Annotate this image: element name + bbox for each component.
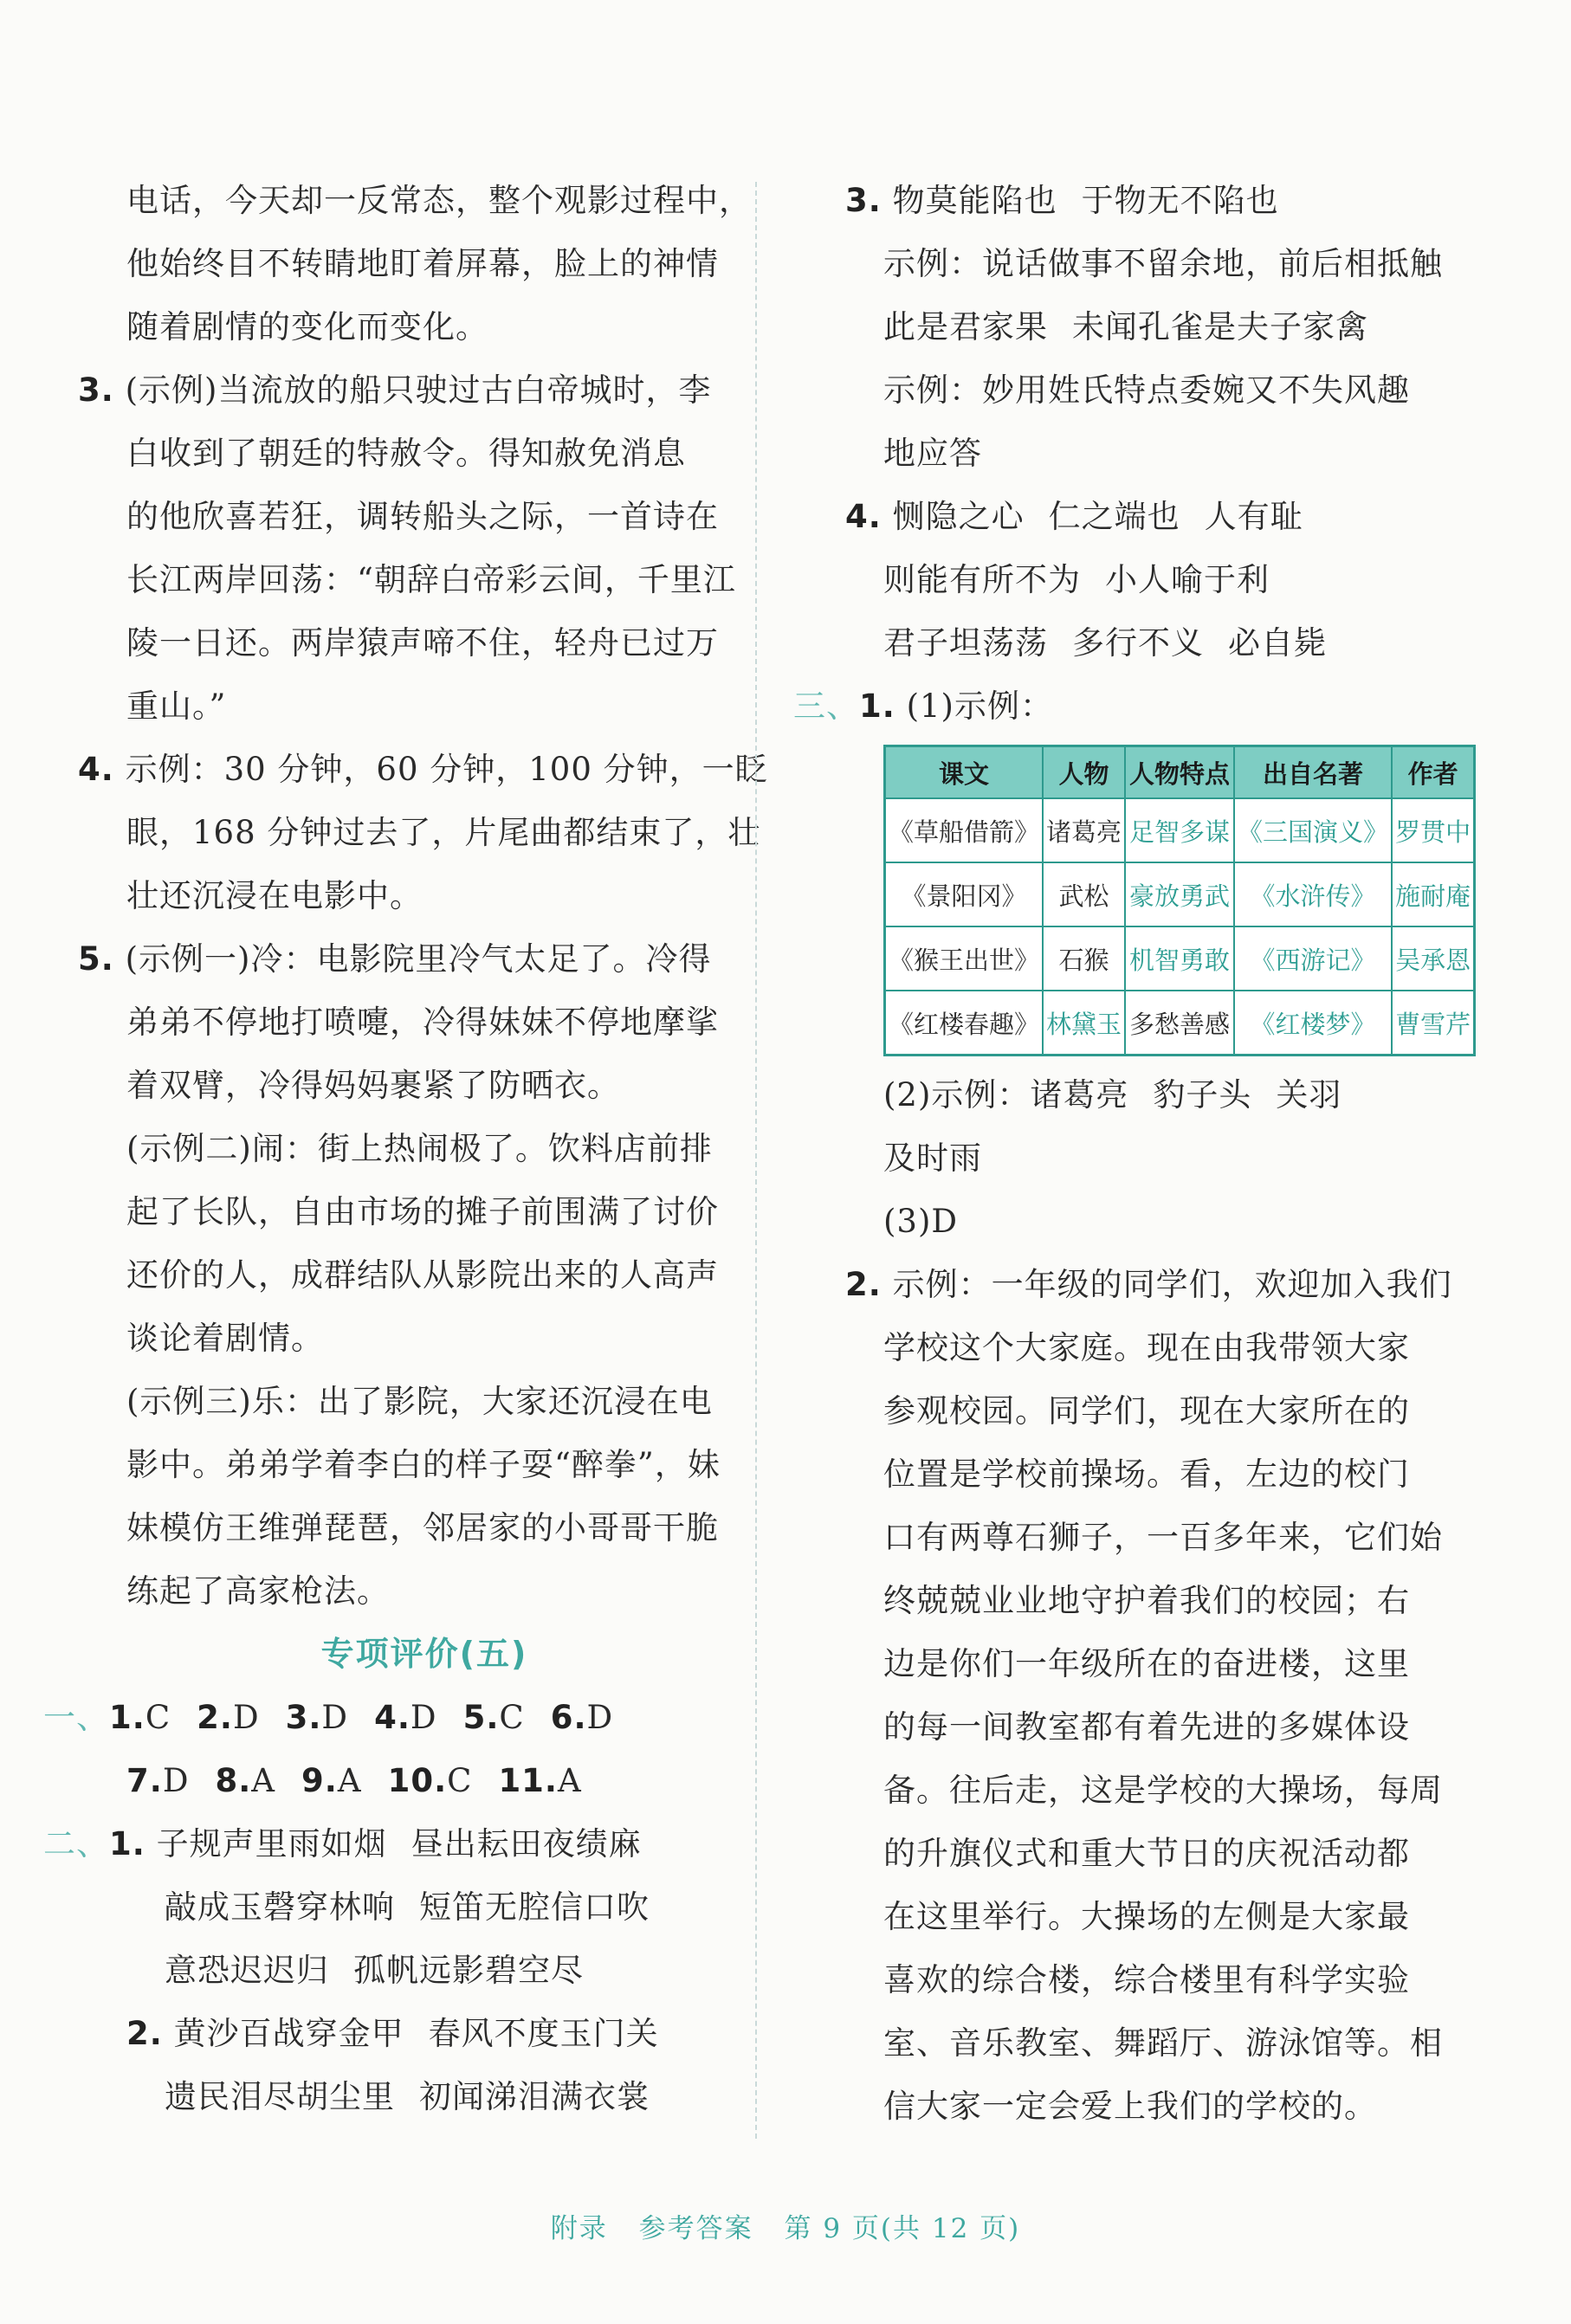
- right-p3-q2-line: [797, 1948, 1455, 2011]
- poem-segment: 敲成玉磬穿林响: [165, 1888, 395, 1926]
- footer-answers: 参考答案: [638, 2213, 753, 2244]
- right-q4-line: [797, 548, 1455, 611]
- mc-answer-row: [43, 1686, 736, 1749]
- left-q3-line: [78, 422, 736, 485]
- mc-answer: [215, 1749, 275, 1812]
- poem-line: [78, 1939, 736, 2002]
- right-q4-line: [797, 485, 1455, 548]
- sub2-segment: 豹子头: [1153, 1076, 1252, 1114]
- left-q4-number: 4.: [78, 751, 114, 788]
- table-cell: 《西游记》: [1234, 926, 1392, 991]
- right-p3-q2-line: [797, 2075, 1455, 2138]
- left-p2-q2-number: 2.: [126, 2015, 163, 2052]
- mc-answer: [197, 1686, 259, 1749]
- mc-answer: [109, 1686, 171, 1749]
- right-q3-line: [797, 422, 1455, 485]
- mc-choice: D: [410, 1699, 437, 1736]
- table-cell: 《红楼春趣》: [885, 991, 1044, 1055]
- right-q3-segment: 示例：说话做事不留余地，前后相抵触: [883, 245, 1443, 282]
- left-q5-line: [78, 1180, 736, 1243]
- left-q5-text: (示例三)乐：出了影院，大家还沉浸在电: [126, 1383, 713, 1420]
- table-cell: 《三国演义》: [1234, 798, 1392, 862]
- right-q3-line: [797, 358, 1455, 422]
- right-q4-segment: 多行不义: [1072, 624, 1204, 662]
- left-q5-number: 5.: [78, 940, 114, 978]
- column-divider: [755, 182, 757, 2139]
- right-p3-q2-text: 终兢兢业业地守护着我们的校园；右: [883, 1582, 1410, 1619]
- right-q3-segment: 物莫能陷也: [892, 182, 1057, 219]
- left-q5-text: 影中。弟弟学着李白的样子耍“醉拳”，妹: [126, 1446, 721, 1483]
- left-q3-text: 陵一日还。两岸猿声啼不住，轻舟已过万: [126, 624, 719, 662]
- mc-choice: D: [586, 1699, 614, 1736]
- right-p3-q2-text: 的升旗仪式和重大节日的庆祝活动都: [883, 1835, 1410, 1872]
- mc-choice: A: [337, 1762, 362, 1799]
- table-cell: 多愁善感: [1125, 991, 1234, 1055]
- left-q5-line: [78, 1117, 736, 1180]
- mc-choice: C: [447, 1762, 473, 1799]
- right-q3-number: 3.: [845, 182, 882, 219]
- table-cell: 吴承恩: [1392, 926, 1475, 991]
- left-q5-line: [78, 1496, 736, 1559]
- left-q5-line: [78, 1054, 736, 1117]
- part-one-label: 一、: [43, 1699, 109, 1736]
- section-heading: 专项评价(五): [320, 1635, 528, 1673]
- left-q3-line: [78, 485, 736, 548]
- table-cell: 施耐庵: [1392, 862, 1475, 926]
- right-q4-segment: 则能有所不为: [883, 561, 1081, 598]
- right-q3-segment: 未闻孔雀是夫子家禽: [1072, 308, 1368, 345]
- right-p3-q2-text: 示例：一年级的同学们，欢迎加入我们: [892, 1266, 1452, 1303]
- table-header-row: [885, 746, 1475, 799]
- right-q3-segment: 于物无不陷也: [1081, 182, 1279, 219]
- table-cell: 《景阳冈》: [885, 862, 1044, 926]
- right-column: [793, 169, 1471, 2138]
- table-cell: 豪放勇武: [1125, 862, 1234, 926]
- table-cell: 诸葛亮: [1043, 798, 1125, 862]
- poem-line: [78, 2065, 736, 2128]
- left-q4-text: 眼，168 分钟过去了，片尾曲都结束了，壮: [126, 814, 761, 851]
- right-p3-q2-text: 参观校园。同学们，现在大家所在的: [883, 1392, 1410, 1430]
- right-p3-q2-text: 备。往后走，这是学校的大操场，每周: [883, 1772, 1443, 1809]
- mc-number: 10.: [387, 1762, 448, 1799]
- left-q3-text: (示例)当流放的船只驶过古白帝城时，李: [125, 371, 712, 409]
- poem-segment: 黄沙百战穿金甲: [173, 2015, 404, 2052]
- mc-answer: [388, 1749, 473, 1812]
- right-p3-q1-sub2-line: [797, 1126, 1455, 1190]
- right-q4-segment: 人有耻: [1204, 498, 1303, 535]
- right-p3-q1-sub1: (1)示例：: [906, 688, 1053, 725]
- mc-number: 3.: [285, 1699, 322, 1736]
- left-q3-text: 长江两岸回荡：“朝辞白帝彩云间，千里江: [126, 561, 736, 598]
- mc-number: 4.: [374, 1699, 411, 1736]
- left-q5-text: (示例二)闹：街上热闹极了。饮料店前排: [126, 1130, 713, 1167]
- left-q5-text: 起了长队，自由市场的摊子前围满了讨价: [126, 1193, 719, 1230]
- intro-line: 随着剧情的变化而变化。: [126, 308, 488, 345]
- poem-segment: 昼出耘田夜绩麻: [411, 1825, 642, 1862]
- mc-number: 9.: [301, 1762, 338, 1799]
- intro-line: 电话，今天却一反常态，整个观影过程中，: [126, 182, 752, 219]
- left-q5-text: 还价的人，成群结队从影院出来的人高声: [126, 1256, 719, 1294]
- right-p3-q2-line: [797, 1316, 1455, 1379]
- table-row: [885, 926, 1475, 991]
- mc-choice: D: [321, 1699, 349, 1736]
- left-q4-text: 示例：30 分钟，60 分钟，100 分钟，一眨: [125, 751, 768, 788]
- mc-answer: [286, 1686, 348, 1749]
- table-header-cell: 人物特点: [1125, 746, 1234, 799]
- right-p3-q2-line: [797, 1379, 1455, 1443]
- right-p3-q2-text: 位置是学校前操场。看，左边的校门: [883, 1456, 1410, 1493]
- left-q5-line: [78, 1243, 736, 1307]
- right-p3-q2-line: [797, 1695, 1455, 1759]
- footer-appendix: 附录: [550, 2213, 608, 2244]
- mc-answer: [374, 1686, 436, 1749]
- left-q5-line: [78, 927, 736, 991]
- poem-segment: 短笛无腔信口吹: [419, 1888, 650, 1926]
- poem-segment: 意恐迟迟归: [165, 1952, 329, 1989]
- page-footer: [0, 2206, 1571, 2245]
- right-p3-q1-sub2-line: [797, 1063, 1455, 1126]
- table-cell: 林黛玉: [1043, 991, 1125, 1055]
- right-q4-number: 4.: [845, 498, 882, 535]
- mc-choice: A: [557, 1762, 582, 1799]
- table-row: [885, 862, 1475, 926]
- right-q3-segment: 示例：妙用姓氏特点委婉又不失风趣: [883, 371, 1410, 409]
- left-q3-text: 的他欣喜若狂，调转船头之际，一首诗在: [126, 498, 719, 535]
- right-p3-q2-line: [797, 1632, 1455, 1695]
- right-p3-q2-line: [797, 1759, 1455, 1822]
- table-header-cell: 作者: [1392, 746, 1475, 799]
- table-cell: 罗贯中: [1392, 798, 1475, 862]
- left-q5-line: [78, 1307, 736, 1370]
- left-q5-text: 谈论着剧情。: [126, 1320, 324, 1357]
- mc-answer: [551, 1686, 613, 1749]
- table-cell: 石猴: [1043, 926, 1125, 991]
- left-q3-text: 重山。”: [126, 688, 227, 725]
- right-p3-q2-text: 在这里举行。大操场的左侧是大家最: [883, 1898, 1410, 1935]
- right-p3-q2-line: [797, 1822, 1455, 1885]
- left-q3-line: [78, 611, 736, 675]
- left-q3-text: 白收到了朝廷的特赦令。得知赦免消息: [126, 435, 686, 472]
- right-p3-q2-text: 喜欢的综合楼，综合楼里有科学实验: [883, 1961, 1410, 1998]
- table-cell: 《水浒传》: [1234, 862, 1392, 926]
- mc-answer: [126, 1749, 189, 1812]
- table-cell: 机智勇敢: [1125, 926, 1234, 991]
- mc-number: 11.: [498, 1762, 558, 1799]
- intro-line: 他始终目不转睛地盯着屏幕，脸上的神情: [126, 245, 719, 282]
- table-row: [885, 798, 1475, 862]
- left-q5-line: [78, 1433, 736, 1496]
- left-p2-q1-number: 1.: [109, 1825, 145, 1862]
- mc-number: 8.: [215, 1762, 252, 1799]
- left-q5-line: [78, 1559, 736, 1623]
- left-q4-line: [78, 738, 768, 801]
- left-q4-text: 壮还沉浸在电影中。: [126, 877, 423, 914]
- character-table: [883, 745, 1476, 1056]
- right-p3-q2-text: 信大家一定会爱上我们的学校的。: [883, 2088, 1377, 2125]
- mc-number: 1.: [109, 1699, 145, 1736]
- right-q4-segment: 恻隐之心: [892, 498, 1025, 535]
- left-q5-text: (示例一)冷：电影院里冷气太足了。冷得: [125, 940, 712, 978]
- poem-segment: 初闻涕泪满衣裳: [419, 2078, 650, 2115]
- table-header-cell: 人物: [1043, 746, 1125, 799]
- part-three-label: 三、: [793, 688, 859, 725]
- mc-number: 7.: [126, 1762, 163, 1799]
- mc-number: 5.: [462, 1699, 500, 1736]
- right-p3-q2-text: 边是你们一年级所在的奋进楼，这里: [883, 1645, 1410, 1682]
- left-q3-line: [78, 358, 736, 422]
- mc-choice: D: [232, 1699, 260, 1736]
- poem-segment: 遗民泪尽胡尘里: [165, 2078, 395, 2115]
- right-p3-q1-number: 1.: [859, 688, 895, 725]
- right-p3-q2-line: [797, 1506, 1455, 1569]
- right-p3-q2-number: 2.: [845, 1266, 882, 1303]
- mc-answer-row: [78, 1749, 736, 1812]
- sub2-segment: (2)示例：诸葛亮: [883, 1076, 1129, 1114]
- right-p3-q1-sub3: (3)D: [883, 1203, 959, 1240]
- mc-number: 2.: [197, 1699, 233, 1736]
- mc-choice: C: [145, 1699, 171, 1736]
- right-q3-line: [797, 232, 1455, 295]
- mc-choice: D: [162, 1762, 190, 1799]
- left-q5-line: [78, 991, 736, 1054]
- left-q4-line: [78, 801, 761, 864]
- left-q5-text: 着双臂，冷得妈妈裹紧了防晒衣。: [126, 1067, 620, 1104]
- table-cell: 《草船借箭》: [885, 798, 1044, 862]
- right-q3-line: [797, 295, 1455, 358]
- table-cell: 武松: [1043, 862, 1125, 926]
- poem-line: [78, 1875, 736, 1939]
- left-q5-text: 妹模仿王维弹琵琶，邻居家的小哥哥干脆: [126, 1509, 719, 1546]
- part-three-q1-line: [793, 675, 1455, 738]
- mc-number: 6.: [550, 1699, 587, 1736]
- footer-page-number: 第 9 页(共 12 页): [784, 2213, 1021, 2244]
- mc-answer: [301, 1749, 362, 1812]
- left-q4-line: [78, 864, 736, 927]
- right-p3-q2-text: 的每一间教室都有着先进的多媒体设: [883, 1708, 1410, 1746]
- table-cell: 足智多谋: [1125, 798, 1234, 862]
- left-q3-line: [78, 675, 736, 738]
- poem-segment: 孤帆远影碧空尽: [353, 1952, 584, 1989]
- right-p3-q2-line: [797, 1885, 1455, 1948]
- mc-choice: A: [251, 1762, 276, 1799]
- mc-choice: C: [499, 1699, 525, 1736]
- right-p3-q2-text: 口有两尊石狮子，一百多年来，它们始: [883, 1519, 1443, 1556]
- right-q3-segment: 此是君家果: [883, 308, 1048, 345]
- table-row: [885, 991, 1475, 1055]
- right-q4-line: [797, 611, 1455, 675]
- poem-segment: 子规声里雨如烟: [156, 1825, 387, 1862]
- table-cell: 曹雪芹: [1392, 991, 1475, 1055]
- right-q4-segment: 仁之端也: [1048, 498, 1180, 535]
- left-column: [43, 169, 768, 2128]
- right-q4-segment: 君子坦荡荡: [883, 624, 1048, 662]
- sub2-segment: 及时雨: [883, 1139, 982, 1177]
- mc-answer: [463, 1686, 525, 1749]
- sub2-segment: 关羽: [1276, 1076, 1342, 1114]
- left-q5-line: [78, 1370, 736, 1433]
- mc-answer: [498, 1749, 581, 1812]
- poem-line: [78, 2002, 736, 2065]
- right-p3-q2-line: [797, 1569, 1455, 1632]
- table-header-cell: 出自名著: [1234, 746, 1392, 799]
- left-q3-number: 3.: [78, 371, 114, 409]
- table-cell: 《猴王出世》: [885, 926, 1044, 991]
- right-q3-segment: 地应答: [883, 435, 982, 472]
- table-cell: 《红楼梦》: [1234, 991, 1392, 1055]
- poem-segment: 春风不度玉门关: [428, 2015, 659, 2052]
- poem-line: [43, 1812, 736, 1875]
- left-q5-text: 练起了高家枪法。: [126, 1572, 390, 1610]
- table-header-cell: 课文: [885, 746, 1044, 799]
- right-q4-segment: 必自毙: [1228, 624, 1327, 662]
- left-q5-text: 弟弟不停地打喷嚏，冷得妹妹不停地摩挲: [126, 1004, 719, 1041]
- right-p3-q2-line: [797, 1253, 1455, 1316]
- right-p3-q2-text: 学校这个大家庭。现在由我带领大家: [883, 1329, 1410, 1366]
- right-p3-q2-text: 室、音乐教室、舞蹈厅、游泳馆等。相: [883, 2024, 1443, 2062]
- right-q4-segment: 小人喻于利: [1105, 561, 1270, 598]
- right-p3-q2-line: [797, 2011, 1455, 2075]
- left-q3-line: [78, 548, 736, 611]
- right-q3-line: [797, 169, 1455, 232]
- part-two-label: 二、: [43, 1825, 109, 1862]
- right-p3-q2-line: [797, 1443, 1455, 1506]
